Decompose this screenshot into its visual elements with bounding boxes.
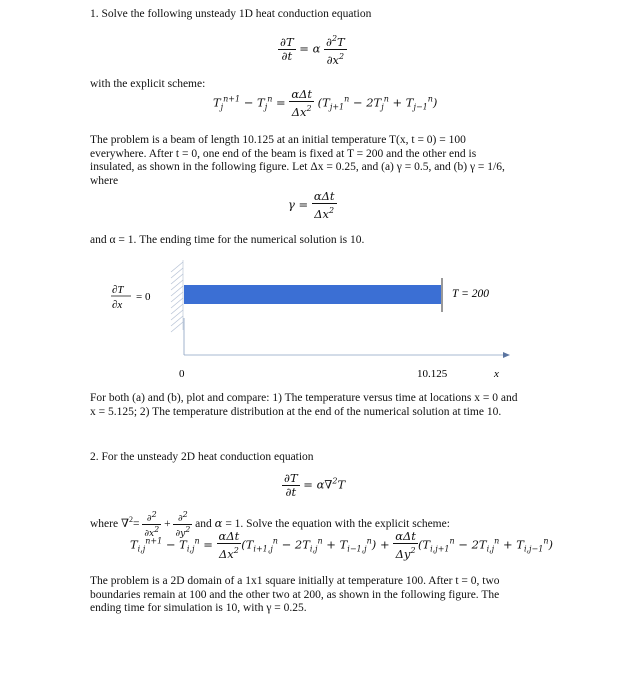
- x-axis-arrow-icon: [503, 352, 510, 358]
- q1-scheme-intro: with the explicit scheme:: [90, 78, 206, 90]
- q1-heading: 1. Solve the following unsteady 1D heat conduction equation: [90, 8, 372, 20]
- q2-problem-paragraph: The problem is a 2D domain of a 1x1 square initially at temperature 100. After t = 0, two boundaries remain at 100 and the other two at 200, as shown in the following figure. The ending time for simulation is 10, with γ = 0.25.: [90, 575, 500, 614]
- q1-problem-paragraph: The problem is a beam of length 10.125 at an initial temperature T(x, t = 0) = 100 everywhere. After t = 0, one end of the beam is fixed at T = 200 and the other end is insulated, as shown in the following figure. Let Δx = 0.25, and (a) γ = 0.5, and (b) γ = 1/6, where: [90, 134, 505, 187]
- q2-pde: $\frac{\partial T}{\partial t}$ = α∇$^2$T: [284, 471, 346, 499]
- insulated-wall-hatch: [171, 260, 183, 332]
- q1-alpha-line: and α = 1. The ending time for the numerical solution is 10.: [90, 234, 365, 246]
- q1-pde: $\frac{\partial T}{\partial t}$ = α $\frac{\partial^2T}{\partial x^2}$: [280, 34, 345, 67]
- left-bc-den: ∂x: [112, 299, 123, 311]
- beam-figure: [0, 258, 624, 378]
- q1-compare-paragraph: For both (a) and (b), plot and compare: 1) The temperature versus time at locations x = 0 and x = 5.125; 2) The temperature distribution at the end of the numerical solution at time 10.: [90, 392, 518, 418]
- x-start-label: 0: [179, 368, 185, 378]
- left-bc-label: ∂T: [112, 284, 124, 296]
- q2-where-line: where ∇$^2$= $\frac{\partial^2}{\partial x^2}$ + $\frac{\partial^2}{\partial y^2}$ and α = 1. Solve the equation with the explicit scheme:: [90, 510, 450, 539]
- x-end-label: 10.125: [417, 368, 448, 378]
- right-bc-label: T = 200: [452, 288, 489, 300]
- q2-scheme: $T_{i,j}^{n+1} - T_{i,j}^n$ = $\frac{\text{αΔt}}{\Delta x^2}$ $(T_{i+1,j}^n - 2T_{i,j}^n + T_{i-1,j}^n)$ + $\frac{\text{αΔt}}{\Delta y^2}$ $(T_{i,j+1}^n - 2T_{i,j}^n + T_{i,j-1}^n)$: [130, 529, 553, 561]
- beam: [184, 285, 441, 304]
- q1-gamma-definition: γ = $\frac{\text{αΔt}}{\Delta x^2}$: [288, 189, 335, 221]
- left-bc-eq: = 0: [136, 291, 151, 303]
- q2-heading: 2. For the unsteady 2D heat conduction equation: [90, 451, 314, 463]
- x-axis-label: x: [494, 368, 499, 378]
- q1-scheme: $T_j^{n+1} - T_j^n$ = $\frac{\text{αΔt}}{\Delta x^2}$ $(T_{j+1}^n - 2T_j^n + T_{j-1}^n)$: [213, 87, 438, 119]
